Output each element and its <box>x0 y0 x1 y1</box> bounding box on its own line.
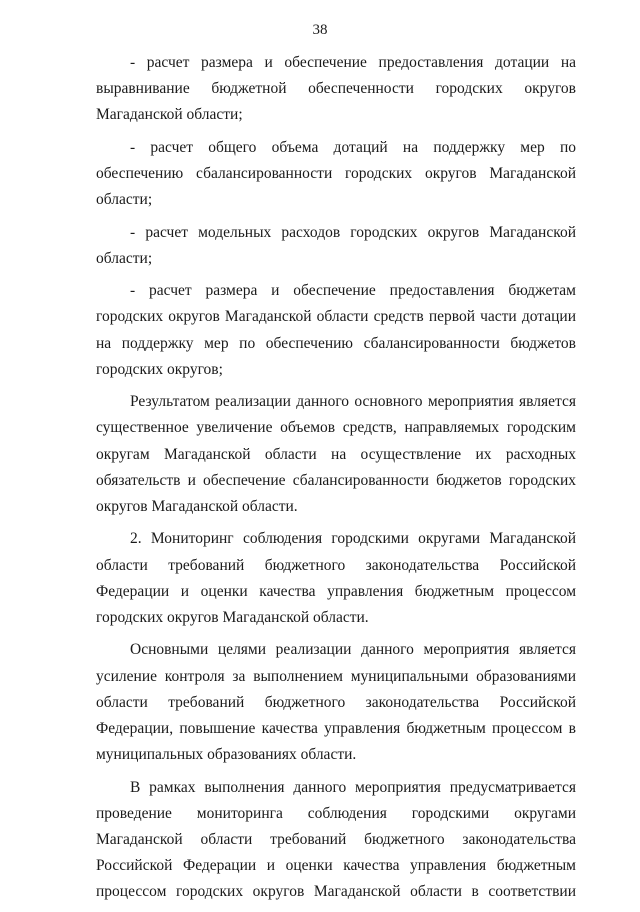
paragraph-bullet-equalization-subsidy: - расчет размера и обеспечение предоставления дотации на выравнивание бюджетной обеспеченности городских округов Магаданской области; <box>96 54 576 124</box>
paragraph-monitoring-scope: В рамках выполнения данного мероприятия предусматривается проведение мониторинга соблюдения городскими округами Магаданской области требований бюджетного законодательства Российской Федерации и оценки качества управления бюджетным процессом городских округов Магаданской области в соответствии <box>96 778 576 901</box>
paragraph-result: Результатом реализации данного основного мероприятия является существенное увеличение объемов средств, направляемых городским округам Магаданской области на осуществление их расходных обязательств и обеспечение сбалансированности бюджетов городских округов Магаданской области. <box>96 393 576 515</box>
page-number: 38 <box>312 22 328 38</box>
paragraph-bullet-model-expenses: - расчет модельных расходов городских округов Магаданской области; <box>96 223 576 267</box>
paragraph-bullet-first-part-subsidy: - расчет размера и обеспечение предоставления бюджетам городских округов Магаданской области средств первой части дотации на поддержку мер по обеспечению сбалансированности бюджетов городских округов; <box>96 282 576 378</box>
paragraph-bullet-total-subsidies: - расчет общего объема дотаций на поддержку мер по обеспечению сбалансированности городских округов Магаданской области; <box>96 138 576 209</box>
document-body <box>96 50 576 912</box>
paragraph-main-goals: Основными целями реализации данного мероприятия является усиление контроля за выполнением муниципальными образованиями области требований бюджетного законодательства Российской Федерации, повышение качества управления бюджетным процессом в муниципальных образованиях области. <box>96 641 576 764</box>
paragraph-monitoring-heading: 2. Мониторинг соблюдения городскими округами Магаданской области требований бюджетного законодательства Российской Федерации и оценки качества управления бюджетным процессом городских округов Магаданской области. <box>96 530 576 626</box>
